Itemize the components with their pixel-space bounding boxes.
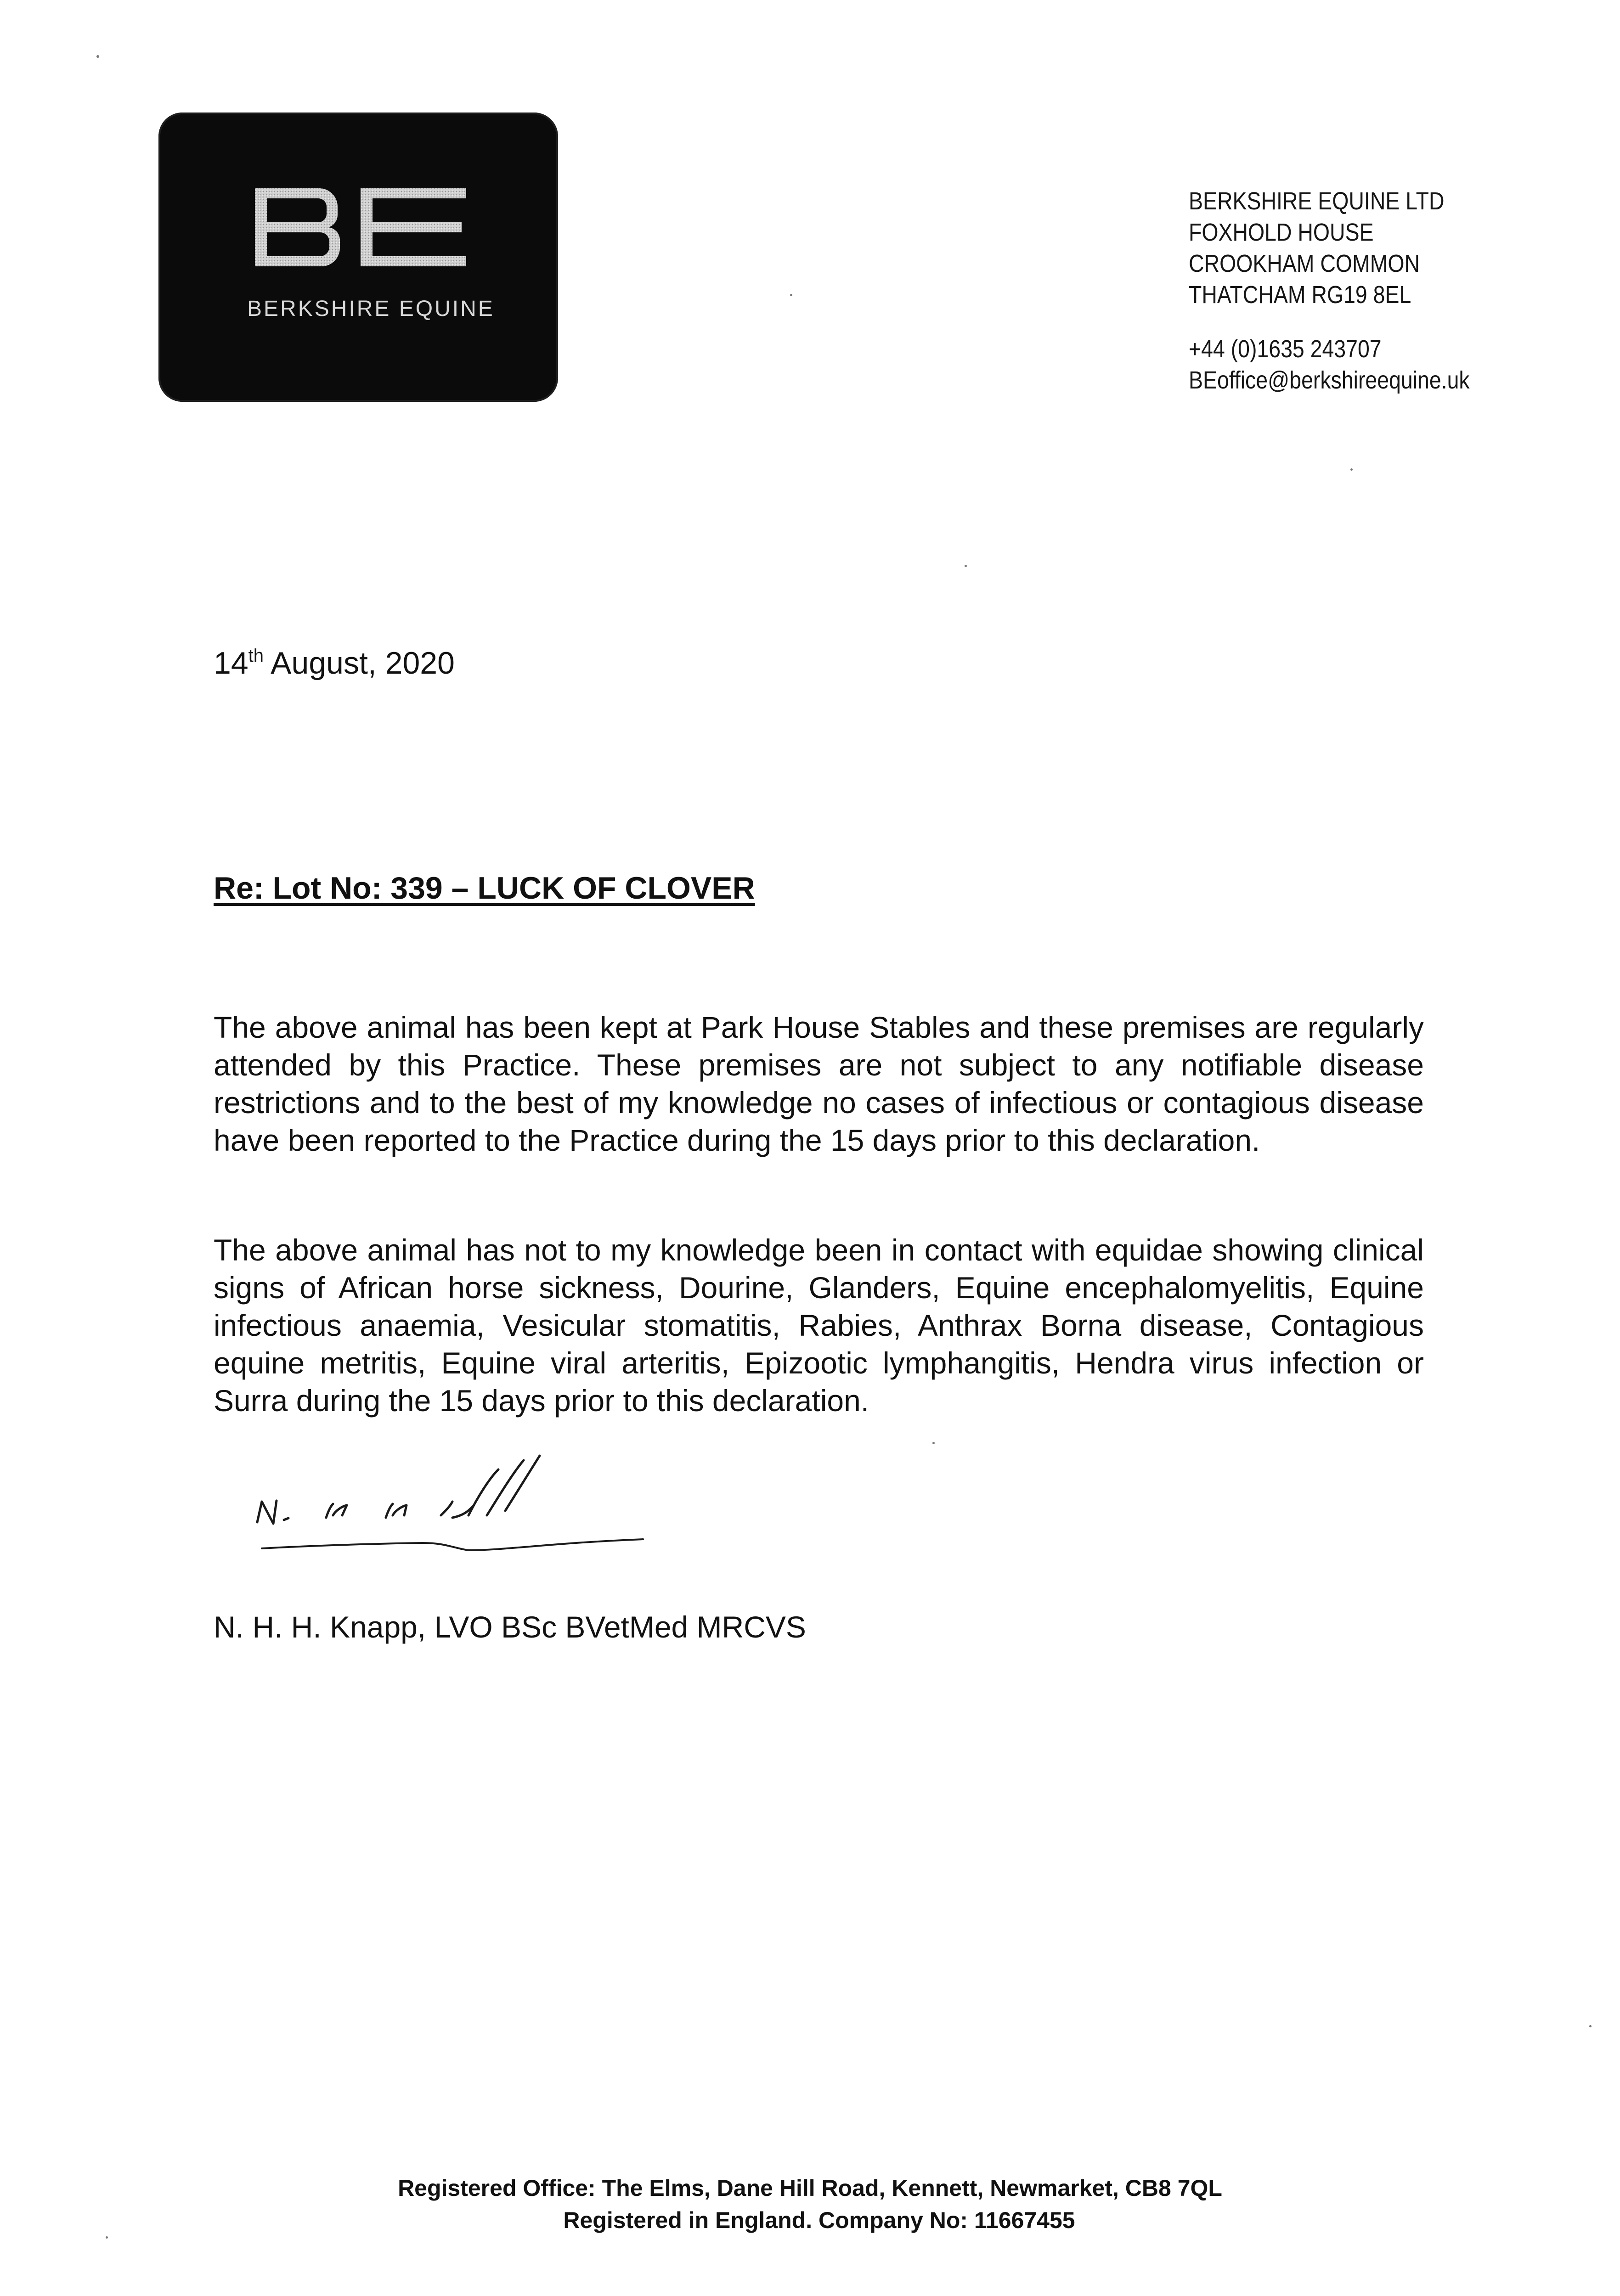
body-paragraph-2: The above animal has not to my knowledge been in contact with equidae showing clinical signs of African horse sickness, Dourine, Glanders, Equine encephalomyelitis, Equine infectious anaemia, Vesicular stomatitis, Rabies, Anthrax Borna disease, Contagious equine metritis, Equine viral arteritis, Epizootic lymphangitis, Hendra virus infection or Surra during the 15 days prior to this declaration. [214,1233,1424,1418]
scan-speck [96,55,99,58]
logo-subtitle: BERKSHIRE EQUINE [247,297,495,321]
signatory-name: N. H. H. Knapp, LVO BSc BVetMed MRCVS [214,1610,806,1644]
company-email: BEoffice@berkshireequine.uk [1189,366,1470,394]
be-monogram-logo [255,188,466,266]
address-line-3: THATCHAM RG19 8EL [1189,281,1411,309]
company-address-block [1189,186,1470,396]
scan-speck [1350,468,1353,471]
scan-speck [965,565,967,567]
address-line-2: CROOKHAM COMMON [1189,250,1420,277]
letter-date [214,645,455,681]
footer-registered-office: Registered Office: The Elms, Dane Hill Road, Kennett, Newmarket, CB8 7QL [398,2175,1222,2201]
company-logo [158,113,558,402]
date-month-year: August, 2020 [264,646,455,681]
company-name: BERKSHIRE EQUINE LTD [1189,187,1445,215]
scan-speck [1589,2025,1592,2027]
footer-company-number: Registered in England. Company No: 11667455 [563,2207,1075,2233]
company-phone: +44 (0)1635 243707 [1189,335,1382,363]
handwritten-signature [248,1442,671,1570]
address-spacer [1189,310,1470,333]
date-day: 14 [214,646,248,681]
body-paragraph-1: The above animal has been kept at Park House Stables and these premises are regularly attended by this Practice. These premises are not subject to any notifiable disease restrictions and to the best of my knowledge no cases of infectious or contagious disease have been reported to the Practice during the 15 days prior to this declaration. [214,1010,1424,1157]
scan-speck [106,2236,108,2239]
scan-speck [790,294,792,296]
registered-office-footer [0,2172,1620,2236]
letter-subject: Re: Lot No: 339 – LUCK OF CLOVER [214,871,755,906]
address-line-1: FOXHOLD HOUSE [1189,219,1374,246]
date-suffix: th [248,646,264,666]
scan-speck [932,1442,935,1444]
